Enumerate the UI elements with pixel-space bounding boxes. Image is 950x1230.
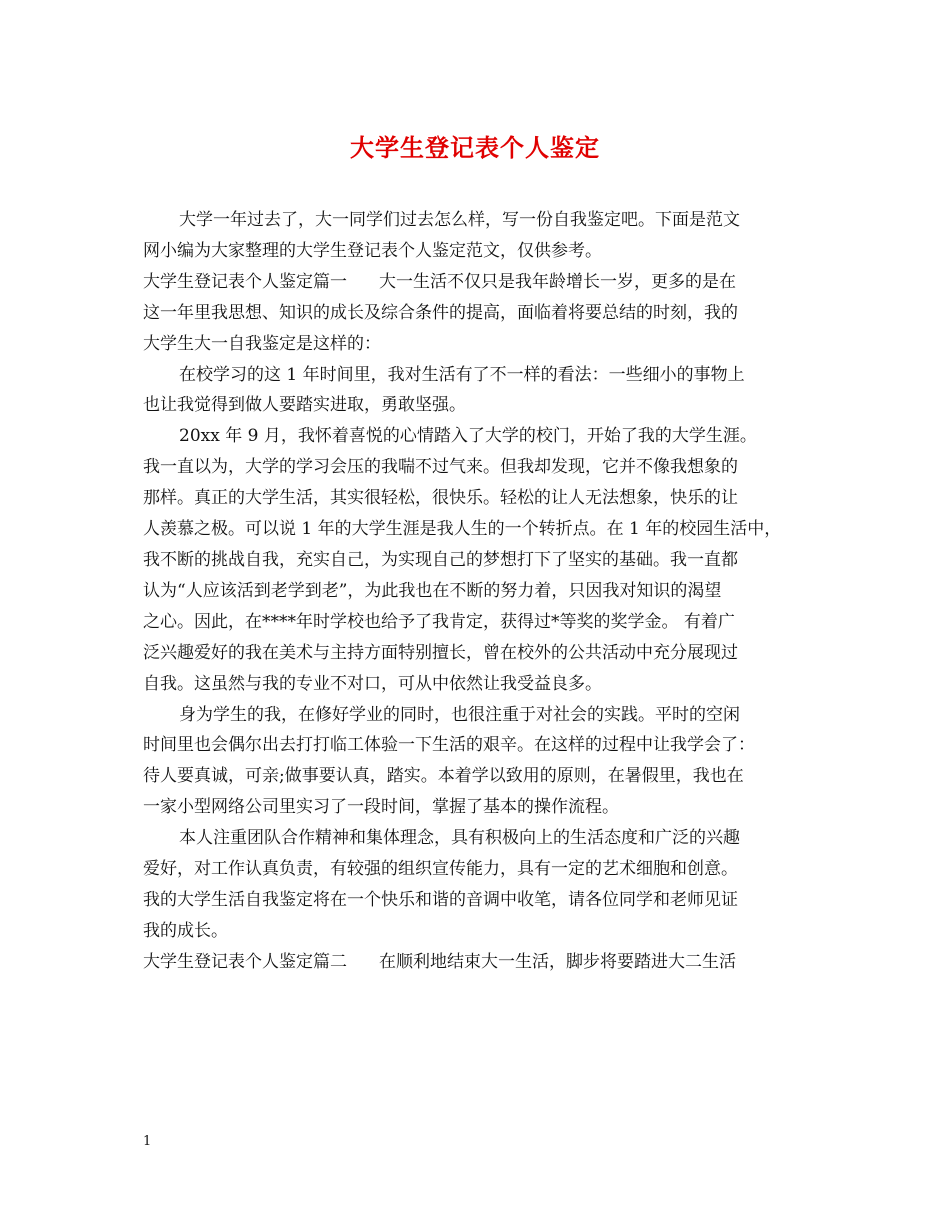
text-line [143, 576, 810, 607]
line-text: 时间里也会偶尔出去打打临工体验一下生活的艰辛。在这样的过程中让我学会了： [143, 735, 755, 756]
line-text: 那样。真正的大学生活，其实很轻松，很快乐。轻松的让人无法想象，快乐的让 [143, 488, 738, 509]
text-line [143, 205, 810, 236]
line-text: 20xx 年 9 月，我怀着喜悦的心情踏入了大学的校门，开始了我的大学生涯。 [179, 426, 757, 447]
text-line [143, 854, 810, 885]
text-line [143, 947, 810, 978]
document-body [143, 205, 810, 978]
line-text: 认为“人应该活到老学到老”，为此我也在不断的努力着，只因我对知识的渴望 [143, 580, 722, 601]
line-text: 大一生活不仅只是我年龄增长一岁，更多的是在 [379, 271, 736, 292]
text-line [143, 700, 810, 731]
text-line [143, 421, 810, 452]
text-line [143, 267, 810, 298]
line-text: 本人注重团队合作精神和集体理念，具有积极向上的生活态度和广泛的兴趣 [179, 828, 740, 849]
section-heading: 大学生登记表个人鉴定篇二 [143, 951, 347, 972]
text-line [143, 483, 810, 514]
text-line [143, 545, 810, 576]
text-line [143, 390, 810, 421]
text-line [143, 329, 810, 360]
page-number: 1 [143, 1134, 152, 1149]
text-line [143, 298, 810, 329]
text-line [143, 823, 810, 854]
line-text: 泛兴趣爱好的我在美术与主持方面特别擅长，曾在校外的公共活动中充分展现过 [143, 642, 738, 663]
text-line [143, 916, 810, 947]
line-text: 之心。因此，在****年时学校也给予了我肯定，获得过*等奖的奖学金。 有着广 [143, 611, 735, 632]
line-text: 网小编为大家整理的大学生登记表个人鉴定范文，仅供参考。 [143, 240, 602, 261]
line-text: 我的大学生活自我鉴定将在一个快乐和谐的音调中收笔，请各位同学和老师见证 [143, 889, 738, 910]
text-line [143, 761, 810, 792]
line-text: 在顺利地结束大一生活，脚步将要踏进大二生活 [379, 951, 736, 972]
text-line [143, 885, 810, 916]
line-text: 我一直以为，大学的学习会压的我喘不过气来。但我却发现，它并不像我想象的 [143, 457, 738, 478]
line-text: 大学一年过去了，大一同学们过去怎么样，写一份自我鉴定吧。下面是范文 [179, 210, 740, 230]
line-text: 待人要真诚，可亲;做事要认真，踏实。本着学以致用的原则，在暑假里，我也在 [143, 766, 744, 787]
text-line [143, 730, 810, 761]
text-line [143, 236, 810, 267]
line-text: 爱好，对工作认真负责，有较强的组织宣传能力，具有一定的艺术细胞和创意。 [143, 859, 738, 880]
line-text: 身为学生的我，在修好学业的同时，也很注重于对社会的实践。平时的空闲 [179, 704, 740, 725]
line-text: 人羡慕之极。可以说 1 年的大学生涯是我人生的一个转折点。在 1 年的校园生活中， [143, 519, 782, 540]
text-line [143, 669, 810, 700]
text-line [143, 607, 810, 638]
section-heading: 大学生登记表个人鉴定篇一 [143, 271, 347, 292]
line-text: 自我。这虽然与我的专业不对口，可从中依然让我受益良多。 [143, 673, 602, 694]
text-line [143, 792, 810, 823]
line-text: 在校学习的这 1 年时间里，我对生活有了不一样的看法：一些细小的事物上 [179, 364, 745, 385]
line-text: 大学生大一自我鉴定是这样的： [143, 333, 381, 354]
line-text: 我的成长。 [143, 920, 228, 941]
line-text: 我不断的挑战自我，充实自己，为实现自己的梦想打下了坚实的基础。我一直都 [143, 549, 738, 570]
text-line [143, 638, 810, 669]
line-text: 也让我觉得到做人要踏实进取，勇敢坚强。 [143, 395, 466, 416]
text-line [143, 360, 810, 391]
line-text: 一家小型网络公司里实习了一段时间，掌握了基本的操作流程。 [143, 797, 619, 818]
page-title: 大学生登记表个人鉴定 [350, 133, 600, 162]
line-text: 这一年里我思想、知识的成长及综合条件的提高，面临着将要总结的时刻，我的 [143, 302, 738, 323]
text-line [143, 514, 810, 545]
text-line [143, 452, 810, 483]
